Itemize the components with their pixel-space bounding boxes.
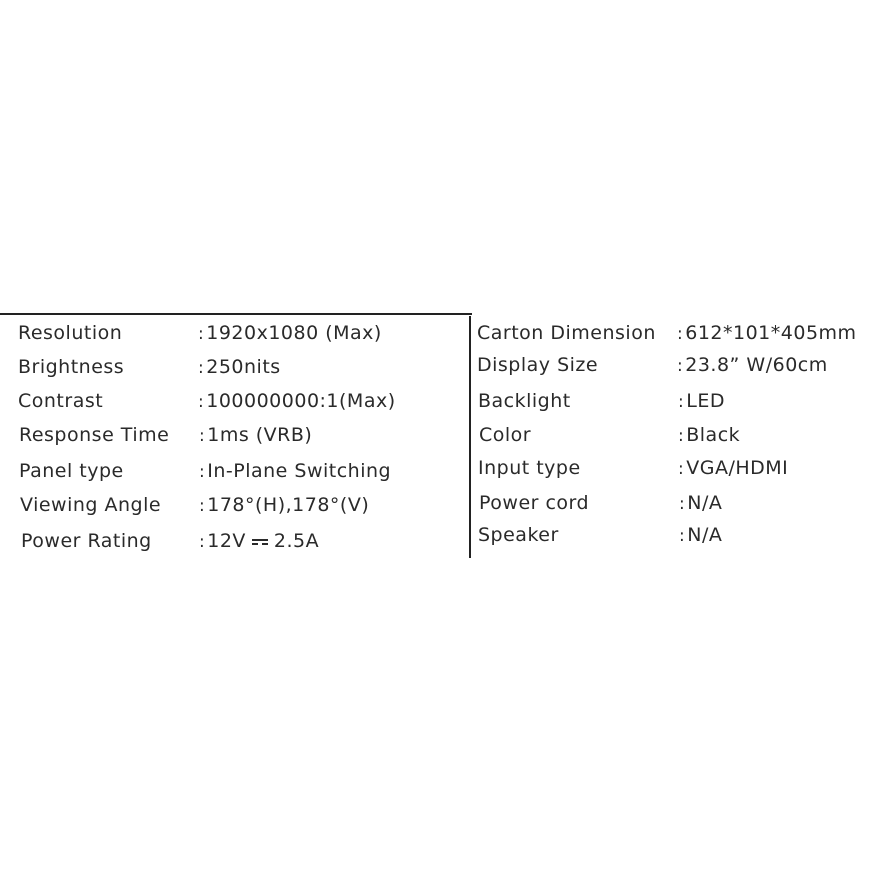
spec-value: : 23.8” W/60cm xyxy=(677,354,828,376)
spec-label: Speaker xyxy=(478,524,559,546)
spec-label: Backlight xyxy=(478,390,571,412)
spec-value: : 178°(H),178°(V) xyxy=(199,494,369,516)
spec-label: Power cord xyxy=(479,492,590,514)
spec-value: : N/A xyxy=(679,492,722,514)
spec-label: Color xyxy=(479,424,532,446)
spec-value: : N/A xyxy=(679,524,722,546)
spec-value: : Black xyxy=(678,424,740,446)
spec-label: Response Time xyxy=(19,424,170,446)
spec-label: Brightness xyxy=(18,356,125,378)
spec-value: : In-Plane Switching xyxy=(199,460,391,482)
spec-value: : LED xyxy=(678,390,725,412)
spec-value: : VGA/HDMI xyxy=(678,457,788,479)
dc-power-icon xyxy=(252,537,268,547)
spec-label: Panel type xyxy=(19,460,124,482)
spec-label: Contrast xyxy=(18,390,104,412)
power-amperage: 2.5A xyxy=(273,530,320,552)
spec-value: : 100000000:1(Max) xyxy=(198,390,396,412)
spec-label: Resolution xyxy=(18,322,123,344)
spec-label: Display Size xyxy=(477,354,599,376)
spec-label: Carton Dimension xyxy=(477,322,656,344)
spec-value: : 612*101*405mm xyxy=(677,322,857,344)
column-divider xyxy=(469,316,471,558)
spec-label: Power Rating xyxy=(21,530,152,552)
spec-label: Viewing Angle xyxy=(20,494,162,516)
top-rule xyxy=(0,313,472,315)
power-voltage: 12V xyxy=(207,530,246,552)
spec-label: Input type xyxy=(478,457,581,479)
spec-value xyxy=(199,530,319,552)
spec-value: : 1ms (VRB) xyxy=(199,424,312,446)
spec-value: : 1920x1080 (Max) xyxy=(198,322,382,344)
spec-value: : 250nits xyxy=(198,356,281,378)
